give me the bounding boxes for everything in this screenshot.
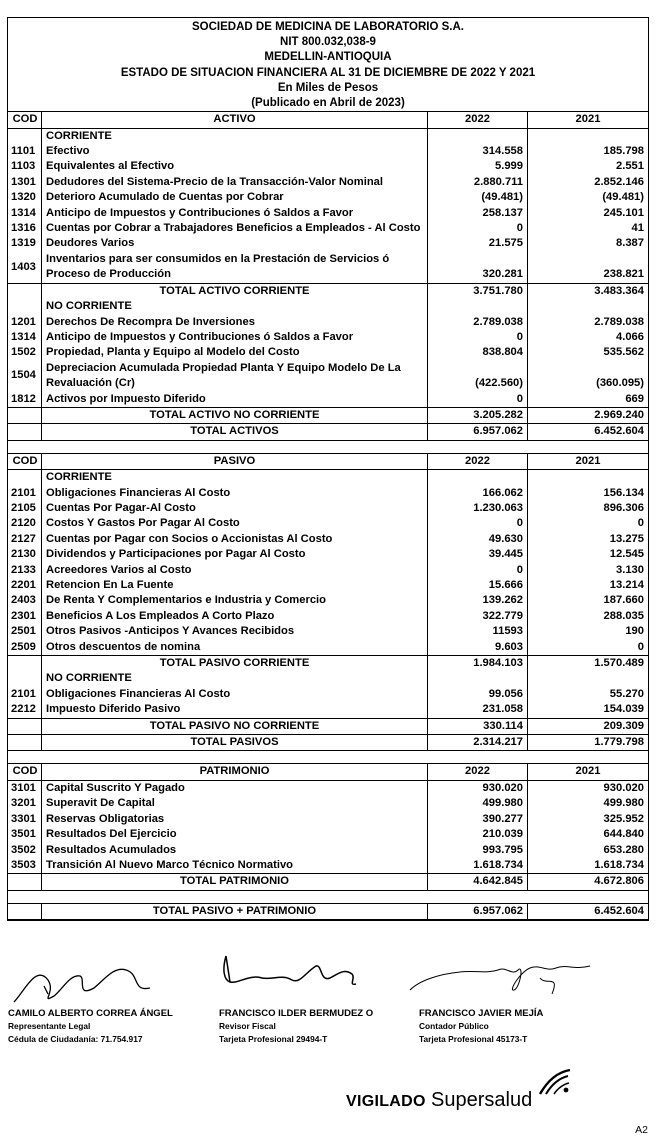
- value-2022: [428, 470, 528, 486]
- nit: NIT 800.032,038-9: [280, 36, 376, 49]
- account-name: Resultados Del Ejercicio: [42, 827, 428, 842]
- col-cod: COD: [8, 453, 42, 469]
- spacer: [8, 751, 648, 764]
- account-name: Dividendos y Participaciones por Pagar Al Costo: [42, 547, 428, 562]
- account-name: Efectivo: [42, 144, 428, 159]
- section-label: CORRIENTE: [42, 470, 428, 486]
- signature-mejia: [410, 966, 590, 994]
- value-2022: [428, 128, 528, 144]
- account-name: Deterioro Acumulado de Cuentas por Cobrar: [42, 190, 428, 205]
- account-name: Dedudores del Sistema-Precio de la Transacción-Valor Nominal: [42, 175, 428, 190]
- table-row: [8, 190, 648, 205]
- cod-cell: [8, 735, 42, 751]
- table-row: [8, 780, 648, 796]
- table-row: [8, 392, 648, 408]
- account-name: Acreedores Varios al Costo: [42, 563, 428, 578]
- signer-role: Contador Público: [419, 1021, 489, 1031]
- col-cod: COD: [8, 112, 42, 128]
- value-2022: 0: [428, 330, 528, 345]
- units: En Miles de Pesos: [277, 81, 379, 94]
- published-note: (Publicado en Abril de 2023): [251, 97, 405, 110]
- value-2021: 187.660: [603, 594, 644, 607]
- value-2022: 39.445: [428, 547, 528, 562]
- section-label-row: [8, 470, 648, 486]
- account-name: Derechos De Recompra De Inversiones: [42, 315, 428, 330]
- value-2021: [528, 671, 649, 686]
- signer-id: Tarjeta Profesional 29494-T: [219, 1034, 328, 1044]
- account-code: 1314: [8, 330, 42, 345]
- account-name: Depreciacion Acumulada Propiedad Planta Y Equipo Modelo De La Revaluación (Cr): [42, 361, 428, 392]
- value-2021: 4.066: [616, 330, 644, 343]
- account-name: Superavit De Capital: [42, 796, 428, 811]
- table-row: [8, 252, 648, 283]
- table-row: [8, 640, 648, 656]
- value-2021: 8.387: [616, 237, 644, 250]
- table-row: [8, 624, 648, 639]
- account-code: 1504: [8, 361, 42, 392]
- cod-cell: [8, 128, 42, 144]
- statement-box: [7, 17, 649, 921]
- account-code: 2509: [8, 640, 42, 656]
- value-2022: 993.795: [428, 843, 528, 858]
- account-name: Anticipo de Impuestos y Contribuciones ó Saldos a Favor: [42, 206, 428, 221]
- account-name: Impuesto Diferido Pasivo: [42, 702, 428, 718]
- signer-id: Tarjeta Profesional 45173-T: [419, 1034, 528, 1044]
- supersalud-swirl-icon: [536, 1066, 572, 1098]
- total-2022: 4.642.845: [428, 874, 528, 890]
- account-code: 1301: [8, 175, 42, 190]
- account-code: 3501: [8, 827, 42, 842]
- account-code: 1201: [8, 315, 42, 330]
- value-2022: 1.230.063: [428, 501, 528, 516]
- value-2021: 154.039: [603, 703, 644, 716]
- account-code: 1101: [8, 144, 42, 159]
- account-name: Otros descuentos de nomina: [42, 640, 428, 656]
- total-2022: 6.957.062: [428, 903, 528, 919]
- total-row: [8, 283, 648, 299]
- col-2022: 2022: [428, 453, 528, 469]
- account-name: Cuentas por Cobrar a Trabajadores Beneficios a Empleados - Al Costo: [42, 221, 428, 236]
- value-2022: (49.481): [428, 190, 528, 205]
- spacer-row: [8, 440, 648, 453]
- section-label-row: [8, 299, 648, 314]
- value-2022: 0: [428, 221, 528, 236]
- value-2022: 320.281: [428, 252, 528, 283]
- account-name: Inventarios para ser consumidos en la Prestación de Servicios ó Proceso de Producción: [42, 252, 428, 283]
- value-2021: 2.852.146: [594, 175, 644, 188]
- total-row: [8, 424, 648, 440]
- total-label: TOTAL ACTIVO NO CORRIENTE: [42, 407, 428, 423]
- value-2021: 41: [631, 222, 644, 235]
- column-header-row: [8, 453, 648, 469]
- total-label: TOTAL ACTIVO CORRIENTE: [42, 283, 428, 299]
- value-2021: 499.980: [603, 797, 644, 810]
- section-label: NO CORRIENTE: [42, 671, 428, 686]
- total-label: TOTAL PATRIMONIO: [42, 874, 428, 890]
- signer-role: Revisor Fiscal: [219, 1021, 276, 1031]
- account-name: Costos Y Gastos Por Pagar Al Costo: [42, 516, 428, 531]
- value-2022: 322.779: [428, 609, 528, 624]
- account-code: 3201: [8, 796, 42, 811]
- table-row: [8, 593, 648, 608]
- account-code: 2105: [8, 501, 42, 516]
- table-row: [8, 796, 648, 811]
- vigilado-supersalud-logo: [346, 1074, 574, 1112]
- signer-name: FRANCISCO JAVIER MEJÍA: [419, 1008, 544, 1019]
- account-name: Transición Al Nuevo Marco Técnico Normativo: [42, 858, 428, 874]
- value-2021: 896.306: [603, 501, 644, 514]
- supersalud-label: Supersalud: [431, 1089, 533, 1111]
- col-section: PATRIMONIO: [42, 764, 428, 780]
- total-row: [8, 735, 648, 751]
- value-2022: 499.980: [428, 796, 528, 811]
- value-2021: 288.035: [603, 609, 644, 622]
- value-2021: 13.214: [609, 579, 644, 591]
- value-2022: 231.058: [428, 702, 528, 718]
- statement-title: ESTADO DE SITUACION FINANCIERA AL 31 DE DICIEMBRE DE 2022 Y 2021: [120, 66, 536, 79]
- total-2021: 6.452.604: [528, 424, 649, 440]
- total-2022: 1.984.103: [428, 656, 528, 672]
- account-code: 1103: [8, 159, 42, 174]
- signature-block-2: [219, 1007, 373, 1046]
- statement-table: [8, 111, 648, 920]
- signature-bermudez: [224, 956, 356, 984]
- value-2022: 838.804: [428, 345, 528, 360]
- section-label: CORRIENTE: [42, 128, 428, 144]
- value-2022: [428, 671, 528, 686]
- spacer: [8, 890, 648, 903]
- account-name: Obligaciones Financieras Al Costo: [42, 687, 428, 702]
- table-row: [8, 843, 648, 858]
- column-header-row: [8, 112, 648, 128]
- value-2021: 0: [637, 640, 644, 653]
- total-2021: 3.483.364: [528, 283, 649, 299]
- total-2022: 3.751.780: [428, 283, 528, 299]
- col-section: PASIVO: [42, 453, 428, 469]
- table-row: [8, 315, 648, 330]
- account-name: Anticipo de Impuestos y Contribuciones ó Saldos a Favor: [42, 330, 428, 345]
- total-2021: 1.570.489: [528, 656, 649, 672]
- value-2022: [428, 299, 528, 314]
- total-label: TOTAL ACTIVOS: [42, 424, 428, 440]
- cod-cell: [8, 874, 42, 890]
- signature-correa: [14, 969, 150, 1002]
- total-2022: 330.114: [428, 718, 528, 734]
- value-2022: 0: [428, 516, 528, 531]
- spacer-row: [8, 890, 648, 903]
- spacer: [8, 440, 648, 453]
- total-2021: 2.969.240: [528, 407, 649, 423]
- table-row: [8, 547, 648, 562]
- table-row: [8, 361, 648, 392]
- account-name: Otros Pasivos -Anticipos Y Avances Recibidos: [42, 624, 428, 639]
- table-row: [8, 144, 648, 159]
- total-2022: 2.314.217: [428, 735, 528, 751]
- account-name: Equivalentes al Efectivo: [42, 159, 428, 174]
- value-2022: 0: [428, 563, 528, 578]
- city: MEDELLIN-ANTIOQUIA: [264, 51, 392, 64]
- value-2022: 21.575: [428, 236, 528, 251]
- table-row: [8, 175, 648, 190]
- value-2021: 0: [637, 517, 644, 530]
- account-name: Retencion En La Fuente: [42, 578, 428, 593]
- account-name: De Renta Y Complementarios e Industria y Comercio: [42, 593, 428, 608]
- cod-cell: [8, 283, 42, 299]
- value-2022: 11593: [428, 624, 528, 639]
- value-2021: 156.134: [603, 486, 644, 499]
- value-2021: 190: [625, 625, 644, 638]
- account-code: 2301: [8, 609, 42, 624]
- value-2021: [528, 299, 649, 314]
- value-2021: 325.952: [603, 812, 644, 825]
- value-2022: 930.020: [428, 780, 528, 796]
- value-2021: 930.020: [603, 781, 644, 794]
- value-2021: 12.545: [609, 548, 644, 561]
- account-code: 3503: [8, 858, 42, 874]
- account-name: Capital Suscrito Y Pagado: [42, 780, 428, 796]
- account-code: 1403: [8, 252, 42, 283]
- value-2022: 99.056: [428, 687, 528, 702]
- value-2021: 245.101: [603, 206, 644, 219]
- table-row: [8, 236, 648, 251]
- cod-cell: [8, 407, 42, 423]
- value-2021: 3.130: [616, 563, 644, 576]
- value-2021: (49.481): [602, 191, 644, 204]
- account-code: 2133: [8, 563, 42, 578]
- table-row: [8, 687, 648, 702]
- value-2022: 166.062: [428, 486, 528, 501]
- value-2022: 139.262: [428, 593, 528, 608]
- account-name: Cuentas Por Pagar-Al Costo: [42, 501, 428, 516]
- value-2021: 1.618.734: [594, 858, 644, 871]
- value-2021: 535.562: [603, 346, 644, 359]
- total-row: [8, 407, 648, 423]
- financial-statement: [7, 17, 649, 921]
- signer-name: FRANCISCO ILDER BERMUDEZ O: [219, 1008, 374, 1019]
- value-2022: 9.603: [428, 640, 528, 656]
- value-2021: 644.840: [603, 828, 644, 841]
- value-2021: 238.821: [603, 268, 644, 281]
- value-2022: (422.560): [428, 361, 528, 392]
- col-2021: 2021: [528, 453, 649, 469]
- account-code: 2403: [8, 593, 42, 608]
- account-code: 2212: [8, 702, 42, 718]
- account-code: 3502: [8, 843, 42, 858]
- cod-cell: [8, 656, 42, 672]
- col-2022: 2022: [428, 112, 528, 128]
- table-row: [8, 609, 648, 624]
- value-2022: 49.630: [428, 532, 528, 547]
- account-code: 2120: [8, 516, 42, 531]
- account-code: 2101: [8, 486, 42, 501]
- account-code: 2127: [8, 532, 42, 547]
- value-2022: 314.558: [428, 144, 528, 159]
- table-row: [8, 159, 648, 174]
- total-label: TOTAL PASIVO + PATRIMONIO: [42, 903, 428, 919]
- value-2021: 185.798: [603, 145, 644, 158]
- vigilado-label: VIGILADO: [346, 1093, 426, 1110]
- account-code: 1319: [8, 236, 42, 251]
- account-code: 2101: [8, 687, 42, 702]
- account-code: 2501: [8, 624, 42, 639]
- signature-block-1: [8, 1007, 173, 1046]
- cod-cell: [8, 470, 42, 486]
- account-code: 3101: [8, 780, 42, 796]
- value-2021: 653.280: [603, 843, 644, 856]
- table-row: [8, 330, 648, 345]
- total-label: TOTAL PASIVOS: [42, 735, 428, 751]
- account-name: Beneficios A Los Empleados A Corto Plazo: [42, 609, 428, 624]
- section-label-row: [8, 671, 648, 686]
- section-label: NO CORRIENTE: [42, 299, 428, 314]
- value-2021: 13.275: [609, 532, 644, 545]
- col-2022: 2022: [428, 764, 528, 780]
- total-2021: 1.779.798: [528, 735, 649, 751]
- cod-cell: [8, 424, 42, 440]
- total-row: [8, 874, 648, 890]
- col-cod: COD: [8, 764, 42, 780]
- total-label: TOTAL PASIVO CORRIENTE: [42, 656, 428, 672]
- value-2021: [528, 470, 649, 486]
- table-row: [8, 702, 648, 718]
- table-row: [8, 516, 648, 531]
- signer-id: Cédula de Ciudadanía: 71.754.917: [8, 1034, 143, 1044]
- value-2022: 258.137: [428, 206, 528, 221]
- value-2022: 210.039: [428, 827, 528, 842]
- value-2022: 5.999: [428, 159, 528, 174]
- value-2021: [528, 128, 649, 144]
- col-section: ACTIVO: [42, 112, 428, 128]
- value-2022: 0: [428, 392, 528, 408]
- value-2022: 2.789.038: [428, 315, 528, 330]
- account-code: 1502: [8, 345, 42, 360]
- total-row: [8, 656, 648, 672]
- table-row: [8, 532, 648, 547]
- table-row: [8, 345, 648, 360]
- signer-role: Representante Legal: [8, 1021, 91, 1031]
- statement-header: [8, 18, 648, 111]
- value-2021: 2.551: [616, 160, 644, 173]
- signature-block-3: [419, 1007, 543, 1046]
- section-label-row: [8, 128, 648, 144]
- cod-cell: [8, 718, 42, 734]
- account-name: Resultados Acumulados: [42, 843, 428, 858]
- column-header-row: [8, 764, 648, 780]
- account-name: Propiedad, Planta y Equipo al Modelo del Costo: [42, 345, 428, 360]
- table-row: [8, 578, 648, 593]
- account-code: 1812: [8, 392, 42, 408]
- signatures-area: [0, 952, 656, 1062]
- value-2021: 2.789.038: [594, 315, 644, 328]
- table-row: [8, 858, 648, 874]
- handwritten-signatures: [0, 952, 656, 1012]
- account-code: 1314: [8, 206, 42, 221]
- cod-cell: [8, 299, 42, 314]
- value-2021: 55.270: [609, 687, 644, 700]
- account-code: 2130: [8, 547, 42, 562]
- total-2021: 4.672.806: [528, 874, 649, 890]
- total-2022: 3.205.282: [428, 407, 528, 423]
- page-code: A2: [635, 1124, 648, 1136]
- account-code: 1316: [8, 221, 42, 236]
- value-2021: 669: [625, 392, 644, 405]
- table-row: [8, 563, 648, 578]
- account-name: Activos por Impuesto Diferido: [42, 392, 428, 408]
- value-2021: (360.095): [596, 377, 644, 390]
- col-2021: 2021: [528, 764, 649, 780]
- table-row: [8, 221, 648, 236]
- table-row: [8, 827, 648, 842]
- table-row: [8, 812, 648, 827]
- total-label: TOTAL PASIVO NO CORRIENTE: [42, 718, 428, 734]
- table-row: [8, 501, 648, 516]
- total-2022: 6.957.062: [428, 424, 528, 440]
- account-name: Deudores Varios: [42, 236, 428, 251]
- account-code: 3301: [8, 812, 42, 827]
- total-2021: 6.452.604: [528, 903, 649, 919]
- signer-name: CAMILO ALBERTO CORREA ÁNGEL: [8, 1008, 173, 1019]
- account-code: 2201: [8, 578, 42, 593]
- total-2021: 209.309: [528, 718, 649, 734]
- table-row: [8, 206, 648, 221]
- account-name: Reservas Obligatorias: [42, 812, 428, 827]
- company-name: SOCIEDAD DE MEDICINA DE LABORATORIO S.A.: [192, 21, 464, 33]
- total-row: [8, 718, 648, 734]
- spacer-row: [8, 751, 648, 764]
- col-2021: 2021: [528, 112, 649, 128]
- cod-cell: [8, 671, 42, 686]
- total-row: [8, 903, 648, 919]
- account-name: Cuentas por Pagar con Socios o Accionistas Al Costo: [42, 532, 428, 547]
- account-name: Obligaciones Financieras Al Costo: [42, 486, 428, 501]
- value-2022: 2.880.711: [428, 175, 528, 190]
- table-row: [8, 486, 648, 501]
- account-code: 1320: [8, 190, 42, 205]
- value-2022: 1.618.734: [428, 858, 528, 874]
- cod-cell: [8, 903, 42, 919]
- value-2022: 390.277: [428, 812, 528, 827]
- value-2022: 15.666: [428, 578, 528, 593]
